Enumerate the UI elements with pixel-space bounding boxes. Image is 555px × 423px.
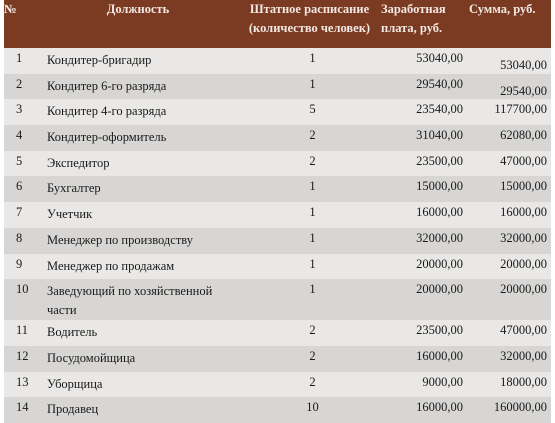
header-salary xyxy=(381,0,469,48)
table-row xyxy=(4,48,551,74)
row-sum: 47000,00 xyxy=(500,153,547,168)
table-row xyxy=(4,397,551,423)
row-position: Бухгалтер xyxy=(47,181,101,196)
table-row xyxy=(4,202,551,228)
row-position: Кондитер 6-го разряда xyxy=(47,78,167,93)
row-salary: 20000,00 xyxy=(416,282,463,297)
staffing-table xyxy=(4,0,551,423)
row-sum: 29540,00 xyxy=(500,83,547,98)
row-sum: 62080,00 xyxy=(500,128,547,143)
row-staff: 5 xyxy=(309,102,316,117)
row-position: Кондитер-оформитель xyxy=(47,130,167,145)
header-salary-line1: Заработная xyxy=(381,2,446,16)
row-salary: 23500,00 xyxy=(416,153,463,168)
row-sum: 20000,00 xyxy=(500,256,547,271)
row-staff: 1 xyxy=(309,230,316,245)
row-sum: 160000,00 xyxy=(493,400,547,415)
header-num: № xyxy=(4,2,17,16)
table-row xyxy=(4,372,551,398)
header-staff-line1: Штатное расписание xyxy=(249,2,370,16)
row-position: Учетчик xyxy=(47,207,93,222)
row-num: 14 xyxy=(16,400,29,415)
row-staff: 2 xyxy=(309,374,316,389)
row-position-line1: Заведующий по хозяйственной xyxy=(47,284,213,299)
row-num: 13 xyxy=(16,374,29,389)
table-row xyxy=(4,74,551,100)
row-staff: 2 xyxy=(309,128,316,143)
table-row xyxy=(4,228,551,254)
row-sum: 117700,00 xyxy=(494,102,547,117)
row-position: Посудомойщица xyxy=(47,350,136,365)
row-sum: 20000,00 xyxy=(500,282,547,297)
row-sum: 15000,00 xyxy=(500,179,547,194)
table-body xyxy=(4,48,551,423)
header-salary-line2: плата, руб. xyxy=(381,21,443,35)
table-row xyxy=(4,99,551,125)
row-salary: 31040,00 xyxy=(416,128,463,143)
row-salary: 32000,00 xyxy=(416,230,463,245)
row-num: 7 xyxy=(16,205,23,220)
row-position: Менеджер по производству xyxy=(47,232,194,247)
header-staff-line2: (количество человек) xyxy=(248,21,371,35)
row-staff: 1 xyxy=(309,205,316,220)
row-staff: 1 xyxy=(309,51,316,65)
row-sum: 18000,00 xyxy=(500,374,547,389)
row-sum: 32000,00 xyxy=(500,348,547,363)
row-position: Менеджер по продажам xyxy=(47,258,175,273)
row-num: 10 xyxy=(16,282,29,297)
row-num: 2 xyxy=(16,76,23,91)
row-position-line2: части xyxy=(47,303,77,318)
row-salary: 15000,00 xyxy=(416,179,463,194)
row-position: Кондитер 4-го разряда xyxy=(47,104,167,119)
row-num: 4 xyxy=(16,128,23,143)
row-sum: 53040,00 xyxy=(500,58,547,72)
row-salary: 23540,00 xyxy=(416,102,463,117)
header-staff xyxy=(238,0,381,48)
row-position: Кондитер-бригадир xyxy=(47,53,152,67)
table-row xyxy=(4,125,551,151)
row-num: 9 xyxy=(16,256,23,271)
row-num: 6 xyxy=(16,179,23,194)
table-row xyxy=(4,279,551,320)
row-salary: 20000,00 xyxy=(416,256,463,271)
table-row xyxy=(4,320,551,346)
row-num: 1 xyxy=(16,51,23,65)
row-position: Продавец xyxy=(47,402,99,417)
table-row xyxy=(4,254,551,280)
row-staff: 2 xyxy=(309,348,316,363)
row-salary: 16000,00 xyxy=(416,205,463,220)
table-row xyxy=(4,176,551,202)
row-sum: 32000,00 xyxy=(500,230,547,245)
row-staff: 2 xyxy=(309,153,316,168)
row-num: 3 xyxy=(16,102,23,117)
row-position xyxy=(38,279,238,320)
row-salary: 9000,00 xyxy=(422,374,463,389)
row-position: Водитель xyxy=(47,325,98,340)
row-position: Уборщица xyxy=(47,376,103,391)
row-position: Экспедитор xyxy=(47,155,110,170)
row-salary: 29540,00 xyxy=(416,76,463,91)
header-position: Должность xyxy=(106,2,170,16)
row-salary: 53040,00 xyxy=(416,51,463,65)
row-num: 11 xyxy=(16,323,29,338)
row-salary: 16000,00 xyxy=(416,400,463,415)
row-sum: 16000,00 xyxy=(500,205,547,220)
row-staff: 1 xyxy=(309,256,316,271)
row-sum: 47000,00 xyxy=(500,323,547,338)
row-staff: 1 xyxy=(309,179,316,194)
row-num: 12 xyxy=(16,348,29,363)
row-staff: 1 xyxy=(309,76,316,91)
table-row xyxy=(4,346,551,372)
row-staff: 1 xyxy=(309,282,316,297)
table-row xyxy=(4,151,551,177)
row-staff: 10 xyxy=(306,400,319,415)
row-salary: 23500,00 xyxy=(416,323,463,338)
header-sum: Сумма, руб. xyxy=(469,2,536,16)
row-staff: 2 xyxy=(309,323,316,338)
row-num: 8 xyxy=(16,230,23,245)
table-header xyxy=(4,0,551,48)
row-num: 5 xyxy=(16,153,23,168)
row-salary: 16000,00 xyxy=(416,348,463,363)
header-row xyxy=(4,0,551,48)
